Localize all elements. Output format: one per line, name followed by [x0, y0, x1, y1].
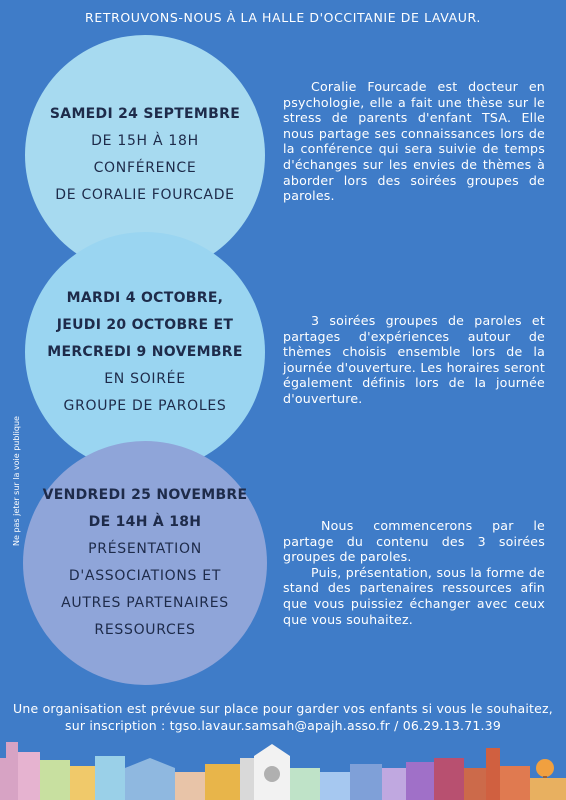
footer-line-2: sur inscription : tgso.lavaur.samsah@apajh.asso.fr / 06.29.13.71.39	[65, 718, 501, 733]
event-3-line-2: D'ASSOCIATIONS ET	[68, 568, 222, 584]
side-note: Ne pas jeter sur la voie publique	[12, 416, 21, 546]
footer	[0, 700, 566, 734]
event-1-speaker: DE CORALIE FOURCADE	[55, 187, 235, 203]
event-2-date-2: JEUDI 20 OCTOBRE ET	[56, 316, 234, 333]
event-3-description-text-1: Nous commencerons par le partage du contenu des 3 soirées groupes de paroles.	[283, 518, 545, 565]
event-2-date-3: MERCREDI 9 NOVEMBRE	[47, 343, 243, 360]
event-2-description-text: 3 soirées groupes de paroles et partages d'expériences autour de thèmes choisis ensemble lors de la journée d'ouverture. Les horaires seront également définis lors de la journée d'ouverture.	[283, 313, 545, 406]
event-3-line-3: AUTRES PARTENAIRES	[61, 595, 229, 611]
event-1-time: DE 15H À 18H	[91, 133, 199, 149]
event-3-date: VENDREDI 25 NOVEMBRE	[42, 487, 248, 503]
event-3-line-4: RESSOURCES	[94, 622, 196, 638]
event-2-type: GROUPE DE PAROLES	[63, 397, 227, 414]
skyline-illustration	[0, 738, 566, 800]
event-1-date: SAMEDI 24 SEPTEMBRE	[49, 106, 241, 122]
event-circle-3	[23, 441, 267, 685]
event-3-time: DE 14H À 18H	[88, 514, 202, 530]
event-3-description-text-2: Puis, présentation, sous la forme de stand des partenaires ressources afin que vous puissiez échanger avec ceux que vous souhaitez.	[283, 564, 545, 627]
page-header: RETROUVONS-NOUS À LA HALLE D'OCCITANIE DE LAVAUR.	[85, 10, 481, 25]
event-2-description	[283, 313, 545, 407]
event-3-line-1: PRÉSENTATION	[88, 541, 202, 557]
event-2-date-1: MARDI 4 OCTOBRE,	[66, 289, 224, 306]
event-circle-2	[25, 232, 265, 472]
event-3-description	[283, 518, 545, 627]
event-1-description-text: Coralie Fourcade est docteur en psychologie, elle a fait une thèse sur le stress de parents d'enfant TSA. Elle nous partage ses connaissances lors de la conférence qui sera suivie de temps d'échanges sur les envies de thèmes à aborder lors des soirées groupes de paroles.	[283, 79, 545, 204]
footer-line-1: Une organisation est prévue sur place pour garder vos enfants si vous le souhaitez,	[13, 701, 553, 716]
event-2-time: EN SOIRÉE	[104, 370, 186, 387]
event-1-description	[283, 79, 545, 204]
event-1-type: CONFÉRENCE	[93, 160, 197, 176]
